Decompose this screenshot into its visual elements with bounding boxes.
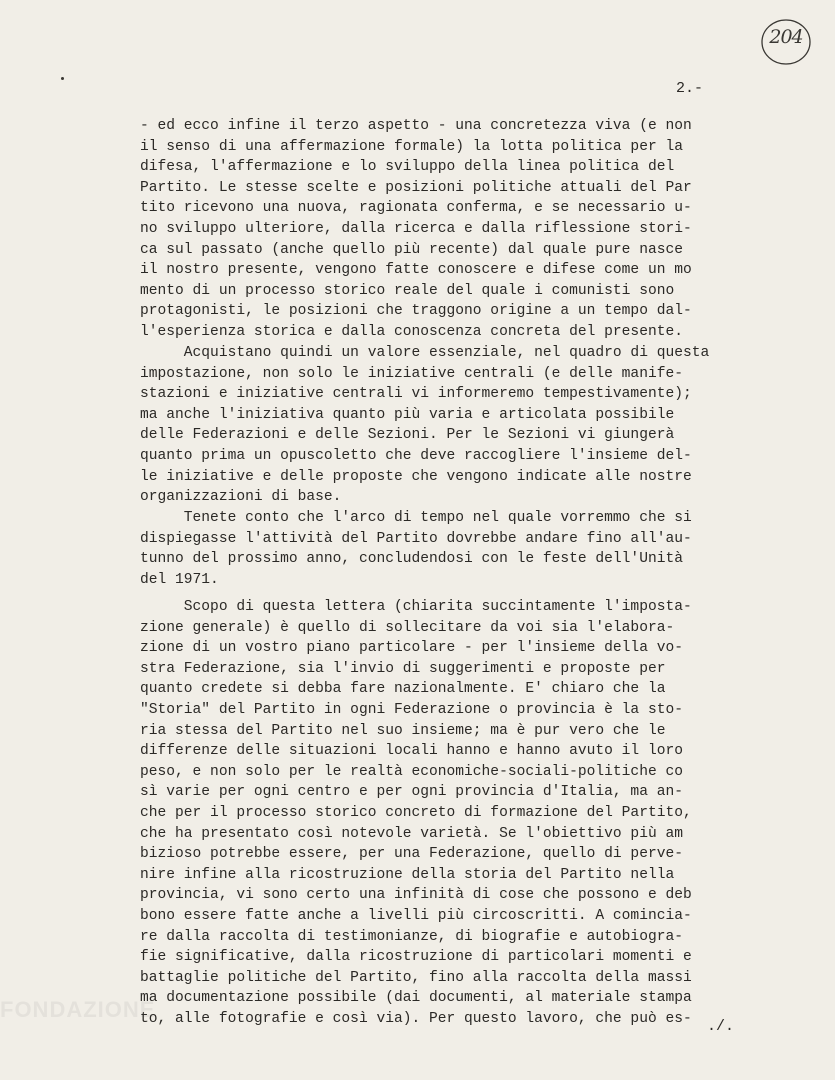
text-line: impostazione, non solo le iniziative centrali (e delle manife-: [140, 365, 683, 382]
text-line: no sviluppo ulteriore, dalla ricerca e dalla riflessione stori-: [140, 220, 692, 237]
page-number: 2.-: [676, 80, 704, 97]
text-line: battaglie politiche del Partito, fino alla raccolta della massi: [140, 969, 692, 986]
text-line: ma documentazione possibile (dai documenti, al materiale stampa: [140, 990, 692, 1007]
paragraph-3: [140, 508, 692, 590]
text-line: del 1971.: [140, 571, 219, 588]
continuation-mark: ./.: [707, 1018, 735, 1035]
text-line: protagonisti, le posizioni che traggono origine a un tempo dal-: [140, 303, 692, 320]
text-line: fie significative, dalla ricostruzione di particolari momenti e: [140, 949, 692, 966]
text-line: to, alle fotografie e così via). Per questo lavoro, che può es-: [140, 1010, 692, 1027]
paragraph-1: [140, 116, 692, 343]
archive-watermark: [0, 985, 156, 1055]
paragraph-2: [140, 343, 709, 508]
folio-number: 204: [769, 26, 803, 48]
text-line: ca sul passato (anche quello più recente) dal quale pure nasce: [140, 241, 683, 258]
text-line: zione generale) è quello di sollecitare da voi sia l'elabora-: [140, 619, 675, 636]
text-line: nire infine alla ricostruzione della storia del Partito nella: [140, 866, 675, 883]
text-line: differenze delle situazioni locali hanno e hanno avuto il loro: [140, 743, 683, 760]
text-line: ma anche l'iniziativa quanto più varia e articolata possibile: [140, 406, 675, 423]
text-line: Scopo di questa lettera (chiarita succintamente l'imposta-: [140, 599, 692, 615]
text-line: Acquistano quindi un valore essenziale, nel quadro di questa: [140, 345, 710, 361]
text-line: il nostro presente, vengono fatte conoscere e difese come un mo: [140, 262, 692, 279]
text-line: stazioni e iniziative centrali vi informeremo tempestivamente);: [140, 386, 692, 403]
text-line: l'esperienza storica e dalla conoscenza concreta del presente.: [140, 323, 683, 340]
ink-speck: [61, 77, 64, 80]
text-line: le iniziative e delle proposte che vengono indicate alle nostre: [140, 468, 692, 485]
text-line: quanto prima un opuscoletto che deve raccogliere l'insieme del-: [140, 447, 692, 464]
text-line: "Storia" del Partito in ogni Federazione o provincia è la sto-: [140, 701, 683, 718]
text-line: delle Federazioni e delle Sezioni. Per le Sezioni vi giungerà: [140, 427, 675, 444]
text-line: re dalla raccolta di testimonianze, di biografie e autobiogra-: [140, 928, 683, 945]
text-line: bizioso potrebbe essere, per una Federazione, quello di perve-: [140, 846, 683, 863]
text-line: dispiegasse l'attività del Partito dovrebbe andare fino all'au-: [140, 530, 692, 547]
text-line: il senso di una affermazione formale) la lotta politica per la: [140, 138, 683, 155]
text-line: - ed ecco infine il terzo aspetto - una concretezza viva (e non: [140, 118, 692, 134]
text-line: bono essere fatte anche a livelli più circoscritti. A comincia-: [140, 907, 692, 924]
text-line: zione di un vostro piano particolare - per l'insieme della vo-: [140, 640, 683, 657]
text-line: che per il processo storico concreto di formazione del Partito,: [140, 804, 692, 821]
text-line: difesa, l'affermazione e lo sviluppo della linea politica del: [140, 159, 675, 176]
text-line: Tenete conto che l'arco di tempo nel quale vorremmo che si: [140, 510, 692, 526]
text-line: provincia, vi sono certo una infinità di cose che possono e deb: [140, 887, 692, 904]
text-line: tito ricevono una nuova, ragionata conferma, e se necessario u-: [140, 200, 692, 217]
text-line: ria stessa del Partito nel suo insieme; ma è pur vero che le: [140, 722, 666, 739]
watermark-text: FONDAZIONE: [0, 997, 156, 1022]
text-line: quanto credete si debba fare nazionalmente. E' chiaro che la: [140, 681, 666, 698]
paragraph-4: [140, 597, 692, 1029]
text-line: Partito. Le stesse scelte e posizioni politiche attuali del Par: [140, 179, 692, 196]
text-line: organizzazioni di base.: [140, 489, 342, 506]
text-line: stra Federazione, sia l'invio di suggerimenti e proposte per: [140, 660, 666, 677]
text-line: mento di un processo storico reale del quale i comunisti sono: [140, 282, 675, 299]
text-line: sì varie per ogni centro e per ogni provincia d'Italia, ma an-: [140, 784, 683, 801]
text-line: peso, e non solo per le realtà economiche-sociali-politiche co: [140, 763, 683, 780]
text-line: tunno del prossimo anno, concludendosi con le feste dell'Unità: [140, 551, 683, 568]
folio-stamp: [760, 16, 812, 68]
text-line: che ha presentato così notevole varietà. Se l'obiettivo più am: [140, 825, 683, 842]
